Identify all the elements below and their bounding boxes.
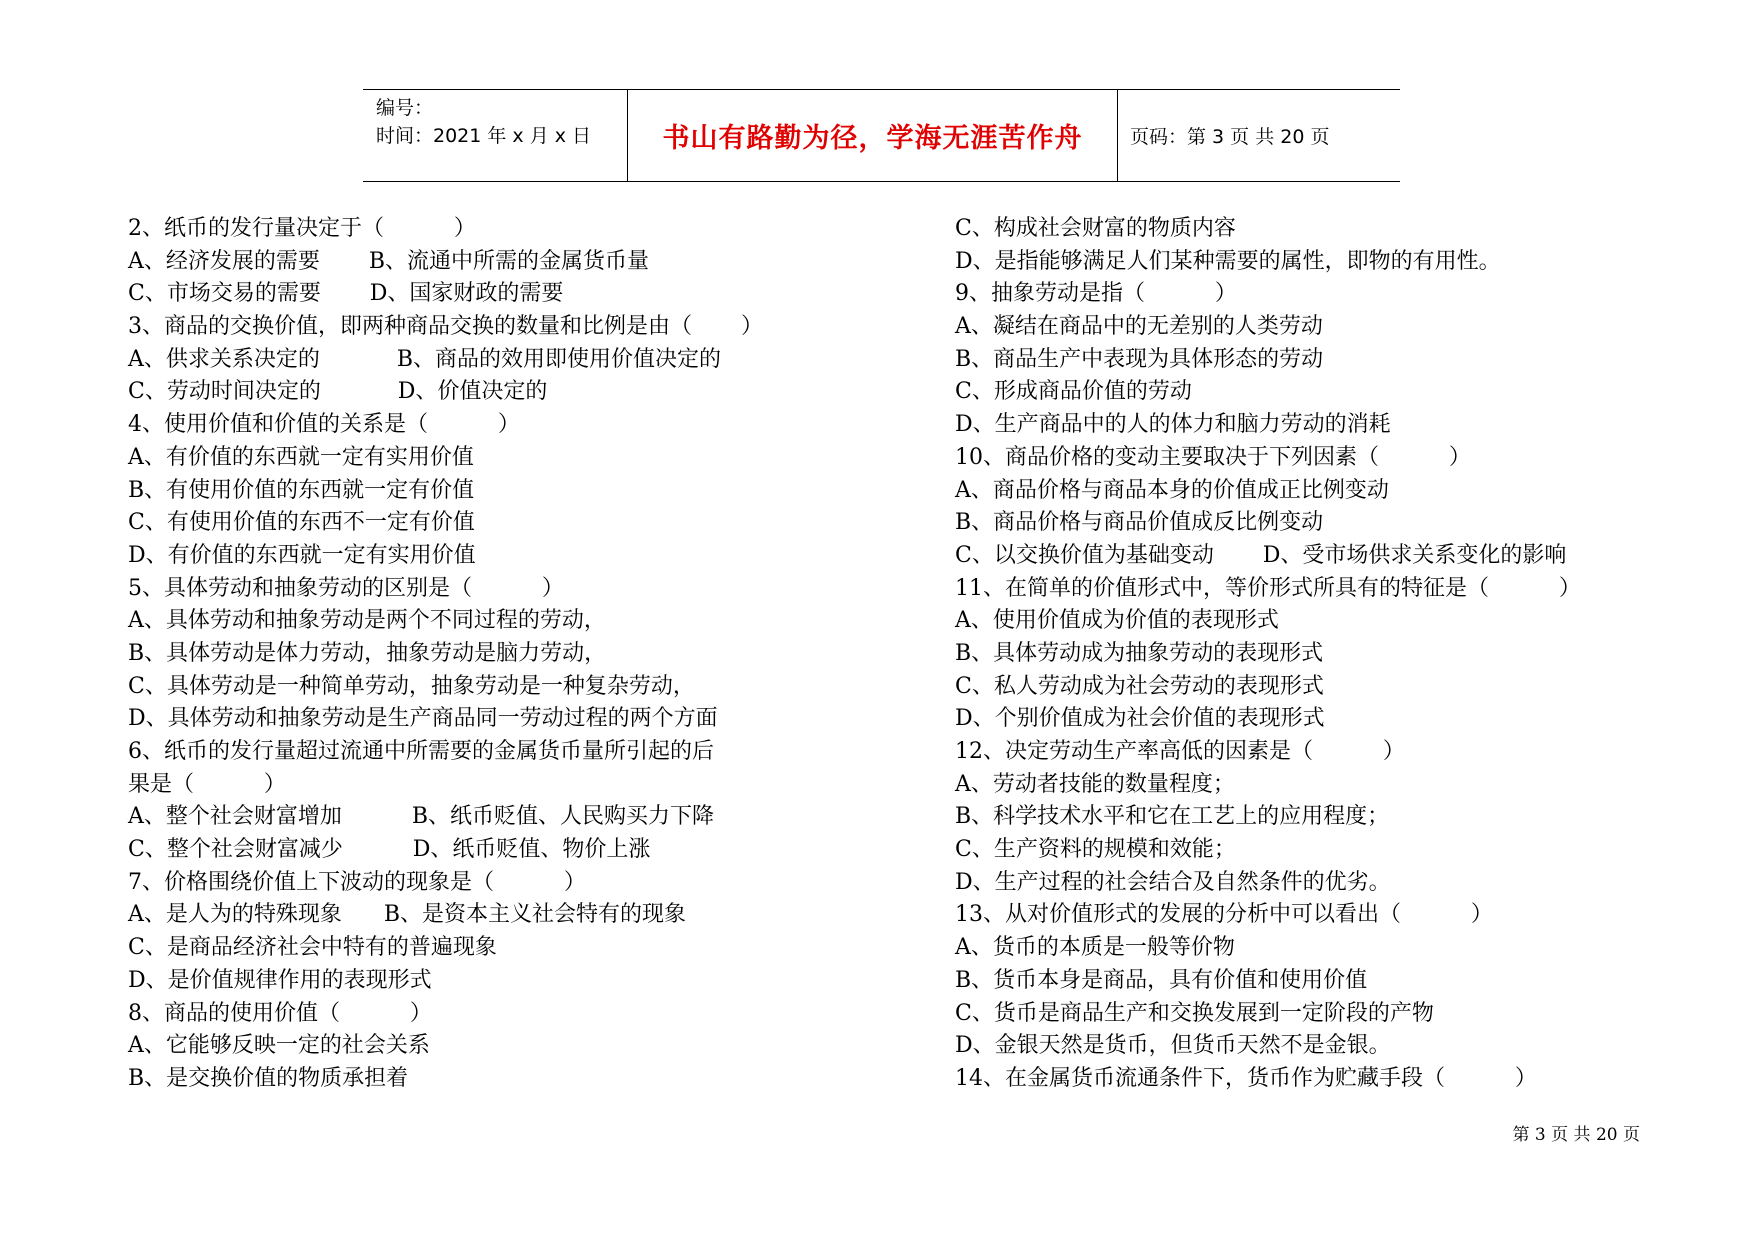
question-line: 果是（ ）: [128, 771, 286, 797]
question-line: 9、抽象劳动是指（ ）: [955, 281, 1237, 307]
question-line: 4、使用价值和价值的关系是（ ）: [128, 412, 520, 438]
question-line: A、凝结在商品中的无差别的人类劳动: [955, 314, 1323, 340]
question-line: C、是商品经济社会中特有的普遍现象: [128, 935, 497, 961]
motto-text: 书山有路勤为径，学海无涯苦作舟: [662, 123, 1083, 154]
question-line: C、以交换价值为基础变动 D、受市场供求关系变化的影响: [955, 542, 1567, 568]
question-line: C、形成商品价值的劳动: [955, 379, 1192, 405]
question-line: A、货币的本质是一般等价物: [955, 935, 1235, 961]
question-line: A、商品价格与商品本身的价值成正比例变动: [955, 477, 1389, 503]
question-line: 7、价格围绕价值上下波动的现象是（ ）: [128, 869, 586, 895]
question-line: A、有价值的东西就一定有实用价值: [128, 444, 474, 470]
question-line: A、整个社会财富增加 B、纸币贬值、人民购买力下降: [128, 804, 714, 830]
question-line: C、有使用价值的东西不一定有价值: [128, 510, 475, 536]
number-label: 编号：: [376, 97, 434, 119]
question-line: A、劳动者技能的数量程度；: [955, 771, 1235, 797]
question-line: C、具体劳动是一种简单劳动，抽象劳动是一种复杂劳动，: [128, 673, 695, 699]
question-line: D、具体劳动和抽象劳动是生产商品同一劳动过程的两个方面: [128, 706, 718, 732]
question-line: B、具体劳动是体力劳动，抽象劳动是脑力劳动，: [128, 640, 607, 666]
question-line: D、有价值的东西就一定有实用价值: [128, 542, 476, 568]
question-line: B、有使用价值的东西就一定有价值: [128, 477, 475, 503]
question-line: C、市场交易的需要 D、国家财政的需要: [128, 281, 564, 307]
right-column: [955, 213, 1645, 1096]
question-line: B、商品生产中表现为具体形态的劳动: [955, 346, 1324, 372]
header-info-cell: [363, 90, 628, 181]
question-line: C、生产资料的规模和效能；: [955, 837, 1236, 863]
question-line: 10、商品价格的变动主要取决于下列因素（ ）: [955, 444, 1471, 470]
question-line: 2、纸币的发行量决定于（ ）: [128, 216, 476, 241]
header-page-cell: [1118, 90, 1400, 181]
question-line: A、它能够反映一定的社会关系: [128, 1033, 430, 1059]
question-line: C、私人劳动成为社会劳动的表现形式: [955, 673, 1324, 699]
question-line: D、个别价值成为社会价值的表现形式: [955, 706, 1325, 732]
question-line: 3、商品的交换价值，即两种商品交换的数量和比例是由（ ）: [128, 314, 763, 340]
question-line: 13、从对价值形式的发展的分析中可以看出（ ）: [955, 902, 1493, 928]
question-line: 11、在简单的价值形式中，等价形式所具有的特征是（ ）: [955, 575, 1581, 601]
question-line: B、具体劳动成为抽象劳动的表现形式: [955, 640, 1324, 666]
question-line: D、生产商品中的人的体力和脑力劳动的消耗: [955, 412, 1391, 438]
question-line: C、货币是商品生产和交换发展到一定阶段的产物: [955, 1000, 1434, 1026]
question-line: 14、在金属货币流通条件下，货币作为贮藏手段（ ）: [955, 1065, 1537, 1091]
question-line: D、是价值规律作用的表现形式: [128, 967, 432, 993]
question-line: 5、具体劳动和抽象劳动的区别是（ ）: [128, 575, 564, 601]
question-line: D、金银天然是货币，但货币天然不是金银。: [955, 1033, 1391, 1059]
question-line: A、使用价值成为价值的表现形式: [955, 608, 1279, 634]
question-line: B、货币本身是商品，具有价值和使用价值: [955, 967, 1368, 993]
question-line: 12、决定劳动生产率高低的因素是（ ）: [955, 739, 1405, 764]
question-line: C、劳动时间决定的 D、价值决定的: [128, 379, 548, 405]
page-footer: 第 3 页 共 20 页: [1512, 1125, 1640, 1145]
question-line: 8、商品的使用价值（ ）: [128, 1000, 432, 1026]
question-line: A、具体劳动和抽象劳动是两个不同过程的劳动，: [128, 608, 606, 634]
left-column: [128, 213, 828, 1096]
question-line: B、是交换价值的物质承担着: [128, 1065, 409, 1091]
question-line: A、供求关系决定的 B、商品的效用即使用价值决定的: [128, 346, 721, 372]
question-line: D、是指能够满足人们某种需要的属性，即物的有用性。: [955, 248, 1501, 274]
header-motto-cell: [628, 90, 1118, 181]
question-line: 6、纸币的发行量超过流通中所需要的金属货币量所引起的后: [128, 739, 714, 764]
question-line: C、构成社会财富的物质内容: [955, 216, 1236, 241]
page-header: [363, 89, 1400, 182]
time-label: 时间：2021 年 x 月 x 日: [376, 125, 592, 147]
question-line: B、商品价格与商品价值成反比例变动: [955, 510, 1324, 536]
question-line: C、整个社会财富减少 D、纸币贬值、物价上涨: [128, 837, 651, 863]
question-line: A、经济发展的需要 B、流通中所需的金属货币量: [128, 248, 650, 274]
question-line: B、科学技术水平和它在工艺上的应用程度；: [955, 804, 1390, 830]
question-line: A、是人为的特殊现象 B、是资本主义社会特有的现象: [128, 902, 687, 928]
page-code: 页码：第 3 页 共 20 页: [1130, 126, 1330, 148]
question-line: D、生产过程的社会结合及自然条件的优劣。: [955, 869, 1391, 895]
